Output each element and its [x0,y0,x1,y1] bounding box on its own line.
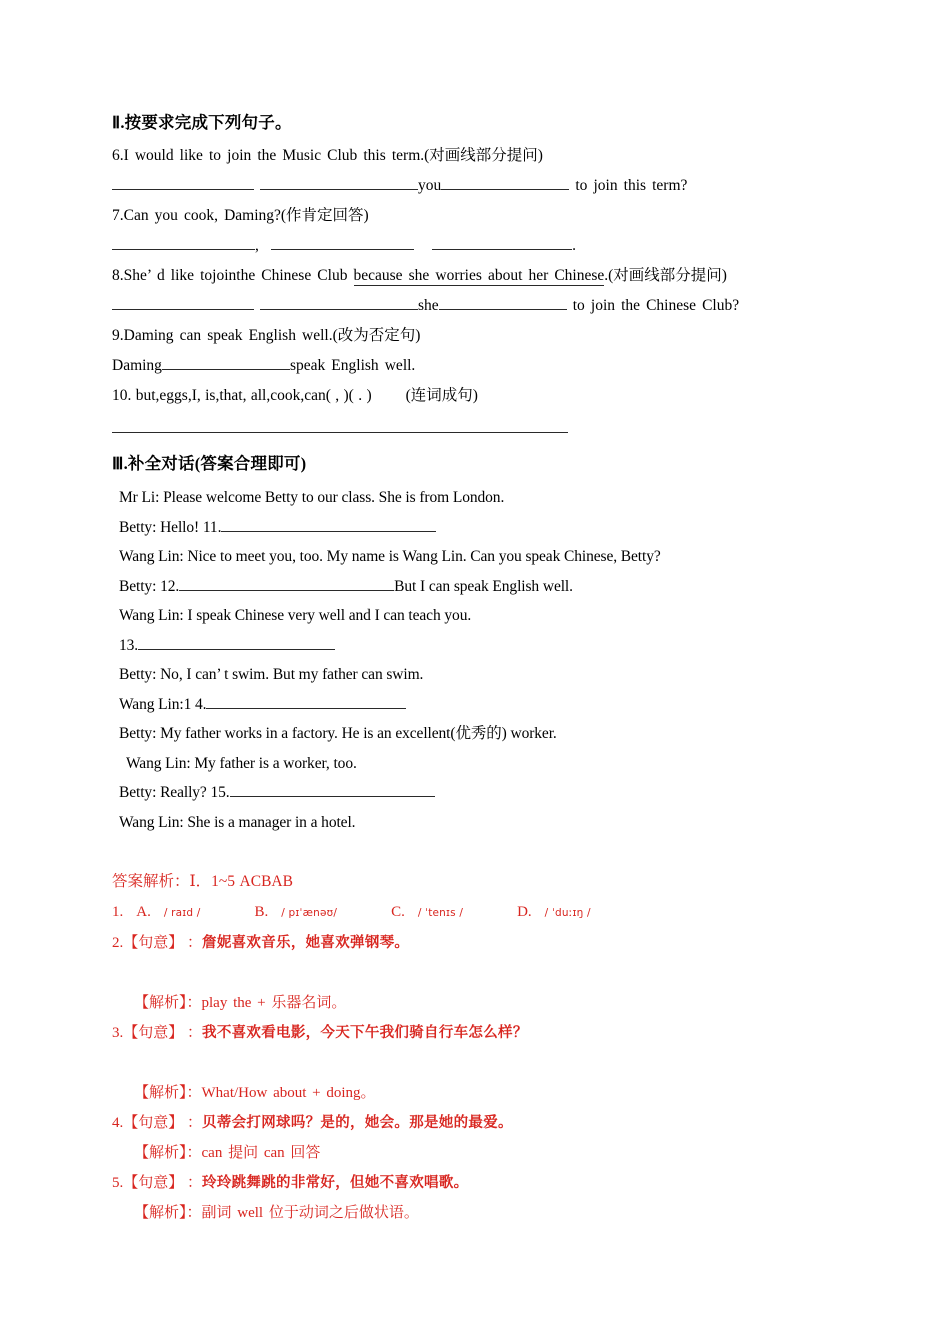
item-number: 2. [112,935,124,951]
question-8-answer-row [112,291,838,321]
dialogue-speaker: Betty: [119,725,157,742]
blank-10a[interactable] [112,417,568,433]
answer-key-range: ．1~5 ACBAB [195,873,293,890]
q1-option-c-letter: C. [391,904,405,920]
dialogue-text: My father is a worker, too. [190,754,357,772]
jiexi-text: What/How about + doing。 [201,1085,376,1101]
page-content [112,108,838,1228]
answer-item-juyi [112,1018,838,1048]
dialogue-speaker: Betty: [119,518,157,536]
question-10-text [112,381,838,411]
dialogue-text: Really? 15. [156,784,230,801]
juyi-text: 玲玲跳舞跳的非常好，但她不喜欢唱歌。 [202,1175,469,1191]
section-numeral-3: Ⅲ [112,454,124,473]
question-10-words: 10. but,eggs,I, is,that, all,cook,can( , )( . ) [112,387,372,404]
dialogue-text: Please welcome Betty to our class. She is from London. [159,489,505,506]
dialogue-block [112,483,838,837]
question-6-answer-row [112,171,838,201]
blank-7a[interactable] [112,234,255,250]
question-9-post: speak English well. [289,357,416,374]
blank-8c[interactable] [439,294,567,310]
item-number: 4. [112,1115,124,1131]
blank-8a[interactable] [112,294,254,310]
q1-option-d-letter: D. [517,904,532,920]
answer-key-label: 答案解析： [112,873,190,890]
question-8-post: .(对画线部分提问) [604,267,727,284]
question-7-text: 7.Can you cook, Daming?(作肯定回答) [112,207,369,224]
section-numeral-2: Ⅱ [112,113,121,132]
question-7-answer-row [112,231,838,261]
question-8-pre: 8.She’ d like tojointhe Chinese Club [112,267,354,284]
juyi-text: 我不喜欢看电影，今天下午我们骑自行车怎么样？ [202,1025,528,1041]
blank-6a[interactable] [112,174,254,190]
dialogue-line [112,808,838,838]
spacer [112,1048,838,1078]
blank-7b[interactable] [271,234,414,250]
q1-option-a-letter: A. [136,904,151,920]
q1-option-b-letter: B. [254,904,269,920]
question-7-comma: , [255,237,259,254]
answer-item-juyi [112,928,838,958]
dialogue-speaker: Wang Lin: [119,607,184,624]
answer-item-juyi [112,1108,838,1138]
item-number: 5. [112,1175,124,1191]
juyi-text: 詹妮喜欢音乐，她喜欢弹钢琴。 [202,935,410,951]
dialogue-text: 13. [119,636,139,654]
dialogue-line [112,778,838,808]
dialogue-speaker: Wang Lin: [119,548,184,565]
dialogue-text: Hello! 11. [156,518,222,536]
question-9-answer-row [112,351,838,381]
dialogue-text: She is a manager in a hotel. [183,813,356,831]
dialogue-line [112,690,838,720]
question-10-answer-row [112,411,838,447]
dialogue-text: Nice to meet you, too. My name is Wang Lin. Can you speak Chinese, Betty? [183,548,661,565]
dialogue-line [112,601,838,631]
dialogue-speaker: Wang Lin:1 [119,695,192,713]
juyi-label: 【句意】 ： [123,1115,203,1131]
answer-key-block [112,867,838,1228]
q1-option-c-ipa: / ˈtenɪs / [417,907,464,919]
blank-6c[interactable] [441,174,569,190]
jiexi-label: 【解析】： [134,1145,202,1161]
dialogue-line [112,719,838,749]
juyi-text: 贝蒂会打网球吗？是的， [202,1115,365,1131]
jiexi-text: 副词 well 位于动词之后做状语。 [201,1205,419,1221]
dialogue-speaker: Wang Lin: [126,754,191,772]
question-9-text: 9.Daming can speak English well.(改为否定句) [112,327,421,344]
jiexi-label: 【解析】： [134,1085,202,1101]
q1-option-b-ipa: / pɪˈænəʊ/ [281,907,338,919]
question-8-text [112,261,838,291]
question-6-tail: to join this term? [575,177,688,194]
q1-number: 1. [112,904,124,920]
dialogue-speaker: Betty: [119,784,157,801]
answer-key-numeral: Ⅰ [189,873,196,890]
question-10-tag: (连词成句) [405,387,478,404]
blank-11[interactable] [221,516,436,532]
q1-option-a-ipa: / raɪd / [163,907,201,919]
blank-9a[interactable] [162,354,290,370]
juyi-label: 【句意】 ： [123,935,203,951]
jiexi-label: 【解析】： [134,995,202,1011]
answer-item-juyi [112,1168,838,1198]
answer-item-jiexi [112,1078,838,1108]
jiexi-label: 【解析】： [134,1205,202,1221]
q1-option-d-ipa: / ˈduːɪŋ / [544,907,591,919]
dialogue-line [112,749,838,779]
juyi-label: 【句意】 ： [123,1175,203,1191]
answer-item-jiexi [112,1198,838,1228]
dialogue-text: I speak Chinese very well and I can teach you. [183,607,472,624]
blank-6b[interactable] [260,174,418,190]
section-heading-part2 [112,108,838,138]
spacer [112,958,838,988]
dialogue-line [112,631,838,661]
item-number: 3. [112,1025,124,1041]
section-heading-part3 [112,449,838,479]
dialogue-text: 4. [191,695,207,713]
dialogue-text: My father works in a factory. He is an excellent(优秀的) worker. [156,725,557,742]
question-8-mid: she [418,297,439,314]
juyi-label: 【句意】 ： [123,1025,203,1041]
question-8-underlined: because she worries about her Chinese [353,267,605,284]
answer-item-jiexi [112,988,838,1018]
dialogue-line [112,513,838,543]
blank-8b[interactable] [260,294,418,310]
section-title-2: .按要求完成下列句子。 [120,113,292,132]
blank-15[interactable] [230,781,435,797]
answer-key-q1-options [112,897,838,928]
blank-14[interactable] [206,693,406,709]
jiexi-text: can 提问 can 回答 [201,1145,321,1161]
question-8-tail: to join the Chinese Club? [572,297,740,314]
dialogue-line [112,483,838,513]
dialogue-text: No, I can’ t swim. But my father can swim. [156,666,424,683]
blank-12[interactable] [179,575,394,591]
dialogue-speaker: Mr Li: [119,489,160,506]
dialogue-line [112,542,838,572]
juyi-text-2: 她会。那是她的最爱。 [364,1115,513,1131]
question-9-pre: Daming [112,357,162,374]
dialogue-speaker: Betty: [119,666,157,683]
dialogue-after-blank: But I can speak English well. [394,577,573,595]
dialogue-text: 12. [156,577,180,595]
answer-key-title [112,867,838,897]
question-6-mid: you [418,177,442,194]
section-title-3: .补全对话(答案合理即可) [123,454,307,473]
dialogue-speaker: Wang Lin: [119,813,184,831]
question-7-period: . [572,237,576,254]
blank-13[interactable] [138,634,335,650]
dialogue-line [112,572,838,602]
dialogue-speaker: Betty: [119,577,157,595]
dialogue-line [112,660,838,690]
answer-item-jiexi [112,1138,838,1168]
blank-7c[interactable] [432,234,572,250]
question-6-text: 6.I would like to join the Music Club this term.(对画线部分提问) [112,147,543,164]
jiexi-text: play the + 乐器名词。 [201,995,347,1011]
